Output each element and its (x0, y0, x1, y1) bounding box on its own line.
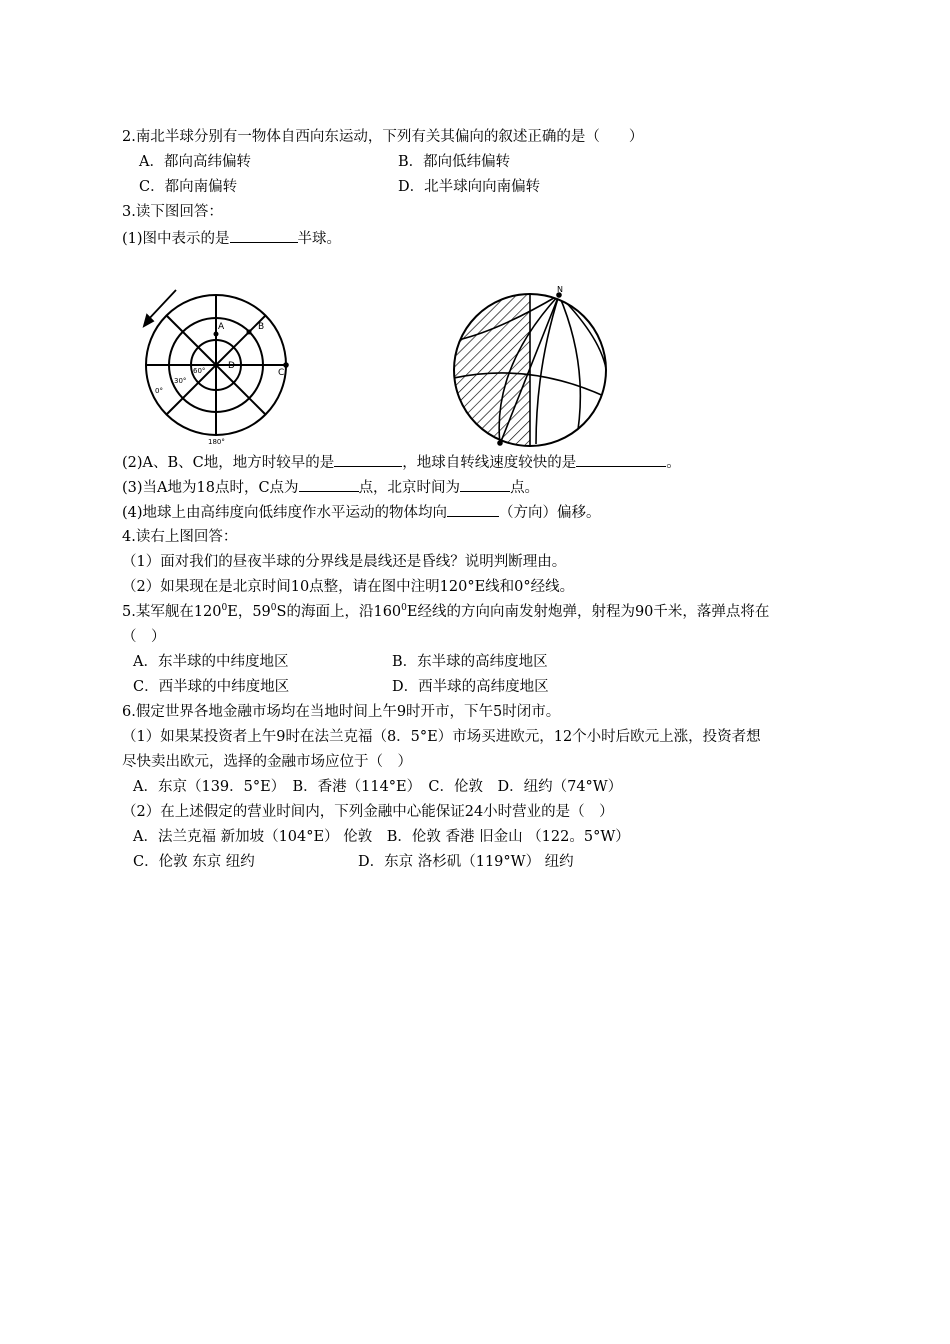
q5-stem (122, 602, 769, 622)
label-0-degrees: 0° (155, 387, 163, 395)
q3-part2-tail: 。 (666, 455, 681, 471)
q3-part2 (122, 452, 681, 473)
q4-part2: （2）如果现在是北京时间10点整，请在图中注明120°E线和0°经线。 (122, 579, 575, 595)
label-180-degrees: 180° (208, 438, 225, 446)
q5-stem-part: 5.某军舰在120 (122, 604, 222, 620)
q6-part1-options: A．东京（139．5°E） B．香港（114°E） C．伦敦 D．纽约（74°W） (133, 779, 623, 795)
q3-part1-text: (1)图中表示的是 (122, 231, 230, 247)
q3-part1-tail: 半球。 (297, 231, 342, 247)
answer-blank[interactable] (334, 452, 402, 467)
q3-part4-tail: （方向）偏移。 (499, 505, 601, 521)
point-c (283, 362, 289, 368)
q2-stem: 2.南北半球分别有一物体自西向东运动，下列有关其偏向的叙述正确的是（ ） (122, 129, 644, 145)
q5-stem-part: E，59 (227, 604, 271, 620)
answer-blank[interactable] (447, 502, 499, 517)
q3-part2-text: (2)A、B、C地，地方时较早的是 (122, 455, 335, 471)
q6-part1-line2: 尽快卖出欧元，选择的金融市场应位于（ ） (122, 754, 412, 770)
q3-part3-text: (3)当A地为18点时，C点为 (122, 480, 299, 496)
degree-superscript: 0 (221, 603, 228, 613)
q3-part3-tail: 点。 (510, 480, 540, 496)
q5-option-c: C．西半球的中纬度地区 (133, 679, 290, 695)
q3-part2-mid: ，地球自转线速度较快的是 (402, 455, 577, 471)
q2-option-c: C．都向南偏转 (139, 179, 238, 195)
q6-stem: 6.假定世界各地金融市场均在当地时间上午9时开市，下午5时闭市。 (122, 704, 561, 720)
point-d (214, 363, 219, 368)
q5-option-b: B．东半球的高纬度地区 (392, 654, 548, 670)
label-60-degrees: 60° (193, 367, 206, 375)
label-a: A (218, 322, 225, 332)
answer-blank[interactable] (230, 228, 298, 243)
label-b: B (258, 322, 265, 332)
answer-blank[interactable] (299, 477, 359, 492)
q4-part1: （1）面对我们的昼夜半球的分界线是晨线还是昏线？说明判断理由。 (122, 554, 567, 570)
q3-part4 (122, 502, 601, 523)
q5-answer-paren: （ ） (122, 629, 166, 645)
south-pole-point (497, 440, 503, 446)
label-north: N (557, 285, 563, 294)
q2-option-a: A．都向高纬偏转 (139, 154, 251, 170)
answer-blank[interactable] (460, 477, 510, 492)
q3-part4-text: (4)地球上由高纬度向低纬度作水平运动的物体均向 (122, 505, 448, 521)
q4-stem: 4.读右上图回答： (122, 529, 238, 545)
q3-stem: 3.读下图回答： (122, 204, 223, 220)
q3-part3-mid: 点，北京时间为 (358, 480, 461, 496)
q6-part2-options-ab: A．法兰克福 新加坡（104°E） 伦敦 B．伦敦 香港 旧金山 （122。5°W） (133, 829, 630, 845)
q5-stem-part: E经线的方向向南发射炮弹，射程为90千米，落弹点将在 (406, 604, 770, 620)
point-a (214, 332, 219, 337)
q5-option-a: A．东半球的中纬度地区 (133, 654, 289, 670)
point-b (247, 330, 252, 335)
label-30-degrees: 30° (174, 377, 187, 385)
q5-stem-part: S的海面上，沿160 (276, 604, 402, 620)
q6-part1-line1: （1）如果某投资者上午9时在法兰克福（8．5°E）市场买进欧元，12个小时后欧元上涨，投资者想 (122, 729, 761, 745)
q6-part2-option-c: C．伦敦 东京 纽约 (133, 854, 255, 870)
answer-blank[interactable] (576, 452, 666, 467)
degree-superscript: 0 (270, 603, 277, 613)
day-night-globe-figure (440, 282, 620, 452)
q5-option-d: D．西半球的高纬度地区 (392, 679, 549, 695)
q3-part1 (122, 228, 341, 249)
q3-part3 (122, 477, 539, 498)
polar-hemisphere-figure (136, 282, 306, 447)
label-d: D (228, 361, 235, 371)
q2-option-d: D．北半球向向南偏转 (398, 179, 541, 195)
q2-option-b: B．都向低纬偏转 (398, 154, 511, 170)
q6-part2: （2）在上述假定的营业时间内，下列金融中心能保证24小时营业的是（ ） (122, 804, 614, 820)
label-c: C (278, 368, 285, 378)
q6-part2-option-d: D．东京 洛杉矶（119°W） 纽约 (358, 854, 574, 870)
degree-superscript: 0 (401, 603, 407, 613)
